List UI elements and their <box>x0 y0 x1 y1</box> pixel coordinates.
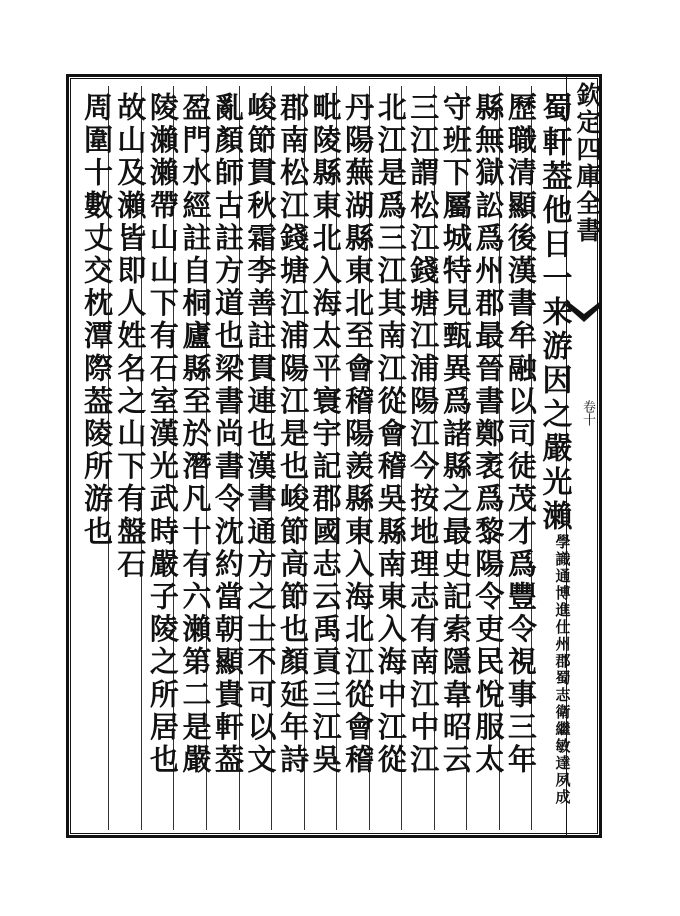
column-main-text: 三江謂松江錢塘江浦陽江今按地理志有南江中江 <box>406 92 441 777</box>
column-main-text: 盈門水經註自桐廬縣至於潛凡十有六瀨第二是嚴 <box>178 92 213 777</box>
column-text <box>536 92 570 806</box>
book-title: 欽定四庫全書 <box>573 82 602 244</box>
note-left: 學識通博進仕州郡 <box>553 534 572 670</box>
column-main-text: 故山及瀨皆即人姓名之山下有盤石 <box>113 92 148 581</box>
column-main-text: 歷職清顯後漢書牟融以司徒茂才爲豐令視事三年 <box>503 92 538 777</box>
column-main-text: 陵瀨瀨帶山山下有石室漢光武時嚴子陵之所居也 <box>145 92 180 777</box>
column-main-text: 毗陵縣東北入海太平寰宇記郡國志云禹貢三江吳 <box>308 92 343 777</box>
note-right: 蜀志衛繼敏達夙成 <box>553 670 572 806</box>
column-main-text: 峻節貫秋霜李善註貫連也漢書通方之士不可以文 <box>243 92 278 777</box>
text-column-15 <box>76 86 114 830</box>
column-main-text: 北江是爲三江其南江從會稽吳縣南東入海中江從 <box>373 92 408 777</box>
column-main-text: 亂顏師古註方道也梁書尚書令沈約當朝顯貴軒葢 <box>210 92 245 777</box>
column-main-text: 蜀軒葢他日一来游因之嚴光瀨 <box>536 92 572 534</box>
text-columns <box>76 86 572 830</box>
column-main-text: 縣無獄訟爲州郡最晉書鄭袤爲黎陽令吏民悅服太 <box>471 92 506 777</box>
column-main-text: 丹陽蕪湖縣東北至會稽陽羨縣東入海北江從會稽 <box>341 92 376 777</box>
column-main-text: 守班下屬城特見甄異爲諸縣之最史記索隱韋昭云 <box>438 92 473 777</box>
column-main-text: 郡南松江錢塘江浦陽江是也峻節高節也顏延年詩 <box>276 92 311 777</box>
volume-label: 卷十 <box>580 400 595 426</box>
interlinear-note <box>554 534 570 806</box>
column-main-text: 周圍十數丈交枕潭際葢陵所游也 <box>80 92 114 549</box>
